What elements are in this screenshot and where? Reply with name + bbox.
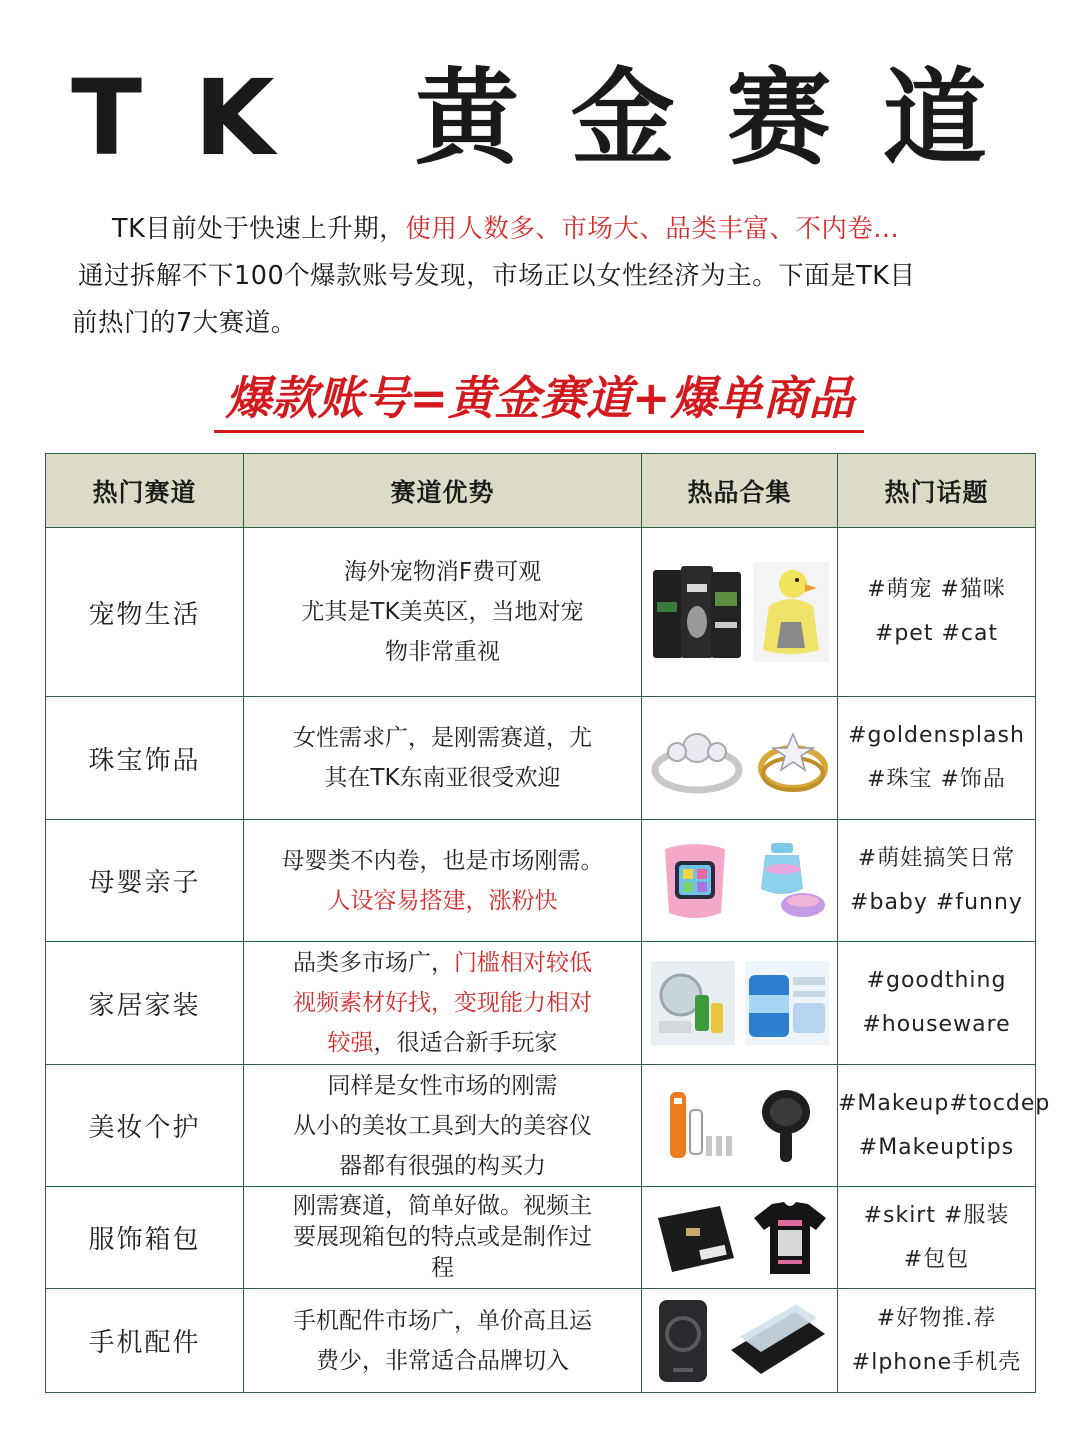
table-row <box>46 1065 1036 1187</box>
pet-food-bags-image <box>651 562 743 662</box>
header-advantage: 赛道优势 <box>244 454 642 528</box>
slogan-underline <box>214 430 864 433</box>
topic-line: #Makeup#tocdep <box>838 1090 1051 1116</box>
topic-line: #萌宠 #猫咪 <box>867 577 1006 602</box>
topic-line: #包包 <box>903 1246 970 1272</box>
product-images <box>642 820 838 942</box>
track-topics <box>838 1065 1051 1187</box>
advantage-text: 女性需求广，是刚需赛道，尤 <box>293 725 592 751</box>
track-advantage <box>244 1065 642 1187</box>
track-name: 美妆个护 <box>46 1065 244 1187</box>
advantage-text: 从小的美妆工具到大的美容仪 <box>293 1112 592 1139</box>
advantage-text: 人设容易搭建，涨粉快 <box>327 887 558 914</box>
advantage-line <box>244 1066 641 1106</box>
intro-line1-plain: TK目前处于快速上升期， <box>112 214 406 244</box>
kids-smartwatch-image <box>651 839 739 923</box>
advantage-text: 尤其是TK美英区，当地对宠 <box>301 599 584 625</box>
topic-line: #houseware <box>862 1012 1011 1037</box>
advantage-line <box>244 881 641 921</box>
intro-line2: 通过拆解不下100个爆款账号发现，市场正以女性经济为主。下面是TK目 <box>78 261 916 291</box>
advantage-line <box>244 632 641 672</box>
header-track: 热门赛道 <box>46 454 244 528</box>
gold-ring-image <box>755 718 831 798</box>
topic-line: #skirt #服装 <box>863 1202 1010 1228</box>
page-title: TK 黄金赛道 <box>71 57 1039 179</box>
track-name: 手机配件 <box>46 1289 244 1393</box>
advantage-line <box>244 718 641 758</box>
slogan-heading: 爆款账号=黄金赛道+爆单商品 <box>225 371 855 425</box>
advantage-line <box>244 841 641 881</box>
table-row <box>46 1187 1036 1289</box>
product-images <box>642 1289 838 1393</box>
water-flosser-image <box>660 1086 740 1166</box>
hair-brush-image <box>750 1086 820 1166</box>
track-topics <box>838 1187 1036 1289</box>
advantage-text: 同样是女性市场的刚需 <box>327 1072 558 1099</box>
power-bank-image <box>651 1298 715 1384</box>
track-name: 家居家装 <box>46 942 244 1065</box>
advantage-line <box>244 1023 641 1063</box>
advantage-line <box>244 983 641 1023</box>
advantage-text: 母婴类不内卷，也是市场刚需。 <box>281 847 604 874</box>
product-images <box>642 697 838 820</box>
track-advantage <box>244 1289 642 1393</box>
table-row <box>46 820 1036 942</box>
advantage-line <box>244 943 641 983</box>
header-topics: 热门话题 <box>838 454 1036 528</box>
graphic-tshirt-image <box>750 1198 830 1278</box>
topic-line: #lphone手机壳 <box>851 1349 1022 1375</box>
topic-line: #萌娃搞笑日常 <box>857 845 1016 871</box>
advantage-text: 门槛相对较低 <box>454 950 592 976</box>
track-topics <box>838 528 1036 697</box>
track-name: 宠物生活 <box>46 528 244 697</box>
header-products: 热品合集 <box>642 454 838 528</box>
advantage-line <box>244 758 641 798</box>
advantage-text: 视频素材好找，变现能力相对 <box>293 990 592 1016</box>
advantage-text: 品类多市场广， <box>293 950 454 976</box>
track-advantage <box>244 942 642 1065</box>
topic-line: #pet #cat <box>874 621 999 646</box>
product-images <box>642 1187 838 1289</box>
table-row <box>46 942 1036 1065</box>
advantage-line <box>244 1253 641 1284</box>
advantage-text: 其在TK东南亚很受欢迎 <box>324 765 561 791</box>
disinfectant-wipes-image <box>745 961 829 1045</box>
track-name: 母婴亲子 <box>46 820 244 942</box>
product-images <box>642 942 838 1065</box>
advantage-line <box>244 1301 641 1341</box>
advantage-line <box>244 1106 641 1146</box>
tracks-table <box>45 453 1051 1393</box>
advantage-text: 器都有很强的构买力 <box>339 1152 546 1179</box>
track-topics <box>838 1289 1036 1393</box>
track-name: 服饰箱包 <box>46 1187 244 1289</box>
track-name: 珠宝饰品 <box>46 697 244 820</box>
topic-line: #goodthing <box>866 968 1007 993</box>
track-advantage <box>244 820 642 942</box>
topic-line: #Makeuptips <box>858 1134 1015 1160</box>
table-row <box>46 1289 1036 1393</box>
black-handbag-image <box>650 1198 740 1278</box>
advantage-line <box>244 1146 641 1186</box>
product-images <box>642 528 838 697</box>
topic-line: #好物推.荐 <box>876 1305 997 1331</box>
advantage-text: 刚需赛道，简单好做。视频主 <box>293 1193 592 1219</box>
advantage-line <box>244 1191 641 1222</box>
topic-line: #baby #funny <box>850 889 1023 915</box>
track-advantage <box>244 697 642 820</box>
track-topics <box>838 697 1036 820</box>
track-advantage <box>244 528 642 697</box>
advantage-line <box>244 1222 641 1253</box>
advantage-text: ，很适合新手玩家 <box>373 1030 558 1056</box>
advantage-line <box>244 552 641 592</box>
product-images <box>642 1065 838 1187</box>
table-header-row <box>46 454 1036 528</box>
table-row <box>46 528 1036 697</box>
advantage-text: 海外宠物消F费可观 <box>343 559 542 585</box>
topic-line: #goldensplash <box>848 723 1025 748</box>
track-topics <box>838 942 1036 1065</box>
silver-ring-image <box>649 718 745 798</box>
advantage-line <box>244 592 641 632</box>
advantage-text: 要展现箱包的特点或是制作过 <box>293 1224 592 1250</box>
advantage-text: 手机配件市场广，单价高且运 <box>293 1307 592 1334</box>
screen-protector-image <box>725 1298 829 1384</box>
table-row <box>46 697 1036 820</box>
advantage-text: 物非常重视 <box>385 639 500 665</box>
cleaning-products-image <box>651 961 735 1045</box>
duck-raincoat-image <box>753 562 829 662</box>
track-advantage <box>244 1187 642 1289</box>
intro-line1-highlight: 使用人数多、市场大、品类丰富、不内卷... <box>405 214 900 244</box>
topic-line: #珠宝 #饰品 <box>867 767 1006 792</box>
intro-line3: 前热门的7大赛道。 <box>72 308 297 338</box>
advantage-text: 较强 <box>327 1030 374 1056</box>
advantage-text: 费少，非常适合品牌切入 <box>316 1347 569 1374</box>
track-topics <box>838 820 1036 942</box>
advantage-text: 程 <box>431 1255 454 1281</box>
intro-paragraph <box>72 206 1012 347</box>
silicone-bottle-image <box>749 839 829 923</box>
advantage-line <box>244 1341 641 1381</box>
